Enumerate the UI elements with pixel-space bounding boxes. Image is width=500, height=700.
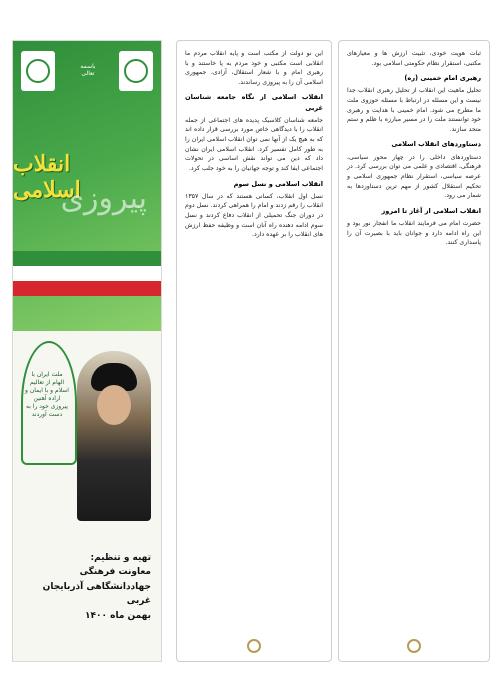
logo-caption: باسمه تعالی (80, 63, 96, 77)
right-paragraph-1: ثبات هویت خودی، تثبیت ارزش ها و معیارهای مکتبی، استقرار نظام حکومتی اسلامی بود. (347, 50, 481, 67)
middle-paragraph-3: نسل اول انقلاب، کسانی هستند که در سال ۱۳۵۷ انقلاب را رقم زدند و امام را همراهی کردند. نسل دوم در دوران جنگ تحمیلی از انقلاب دفاع کردند و نسل سوم ادامه دهنده راه آنان است و وظیفه حفظ ارزش های انقلاب را بر عهده دارد. (185, 192, 323, 239)
credits (23, 551, 151, 623)
right-heading-3: انقلاب اسلامی از آغاز تا امروز (381, 206, 481, 215)
cover-body (13, 331, 161, 661)
middle-heading-1: انقلاب اسلامی از نگاه جامعه شناسان غربی (185, 93, 323, 112)
credits-date: بهمن ماه ۱۴۰۰ (85, 610, 151, 621)
middle-column (176, 40, 332, 662)
middle-paragraph-2: جامعه شناسان کلاسیک پدیده های اجتماعی از جمله انقلاب را با دیدگاهی خاص مورد بررسی قرار داده اند که به هیچ یک از آنها نمی توان انقلاب اسلامی ایران را به طور کامل تفسیر کرد. انقلاب اسلامی ایران نشان داد که دین می تواند نقش اساسی در تحولات اجتماعی ایفا کند و توجه جهانیان را به خود جلب کرد. (185, 116, 323, 172)
cover-panel (12, 40, 162, 662)
right-paragraph-3: دستاوردهای داخلی را در چهار محور سیاسی، فرهنگی، اقتصادی و علمی می توان بررسی کرد. در عرصه سیاسی، استقرار نظام جمهوری اسلامی و تحکیم استقلال کشور از مهم ترین دستاوردها به شمار می رود. (347, 153, 481, 200)
portrait-face (97, 385, 131, 425)
credits-organization: معاونت فرهنگی جهاددانشگاهی آذربایجان غربی (42, 567, 151, 607)
flag-green-stripe (13, 251, 161, 266)
iran-flag (13, 251, 161, 297)
emblem-logo (119, 51, 153, 91)
credits-label: تهیه و تنظیم: (90, 553, 151, 563)
cover-header (13, 41, 161, 331)
column-ornament-icon (247, 639, 261, 653)
cover-quote: ملت ایران با الهام از تعالیم اسلام و با ایمان و اراده آهنین پیروزی خود را به دست آوردند (25, 371, 69, 419)
middle-heading-2: انقلاب اسلامی و نسل سوم (233, 179, 323, 188)
brand-title: انقلاب اسلامی (13, 151, 81, 203)
right-heading-2: دستاوردهای انقلاب اسلامی (391, 140, 481, 149)
flag-white-stripe (13, 266, 161, 281)
right-paragraph-4: حضرت امام می فرمایند انقلاب ما انفجار نور بود و این راه ادامه دارد و جوانان باید با بصیرت آن را پاسداری کنند. (347, 219, 481, 247)
jahad-logo (21, 51, 55, 91)
right-paragraph-2: تحلیل ماهیت این انقلاب از تحلیل رهبری انقلاب جدا نیست و این مسئله در ارتباط با مسئله حوزوی ملت ما مطرح می شود. امام خمینی با هدایت و رهبری خود توانستند ملت را در مسیر مبارزه با ظلم و ستم متحد سازند. (347, 87, 481, 133)
emblem-icon (124, 59, 148, 83)
leader-portrait (77, 351, 151, 521)
brand-subtitle: پیروزی (60, 181, 147, 216)
column-ornament-icon (407, 639, 421, 653)
right-column (338, 40, 490, 662)
logo-seal-icon (26, 59, 50, 83)
middle-paragraph-1: این نو دولت از مکتب است و پایه انقلاب مردم ما انقلابی است مکتبی و خود مردم به پا خاستند و با رهبری امام و با شعار استقلال، آزادی، جمهوری اسلامی آن را به پیروزی رساندند. (185, 50, 323, 86)
right-heading-1: رهبری امام خمینی (ره) (404, 74, 481, 83)
flag-red-stripe (13, 281, 161, 296)
